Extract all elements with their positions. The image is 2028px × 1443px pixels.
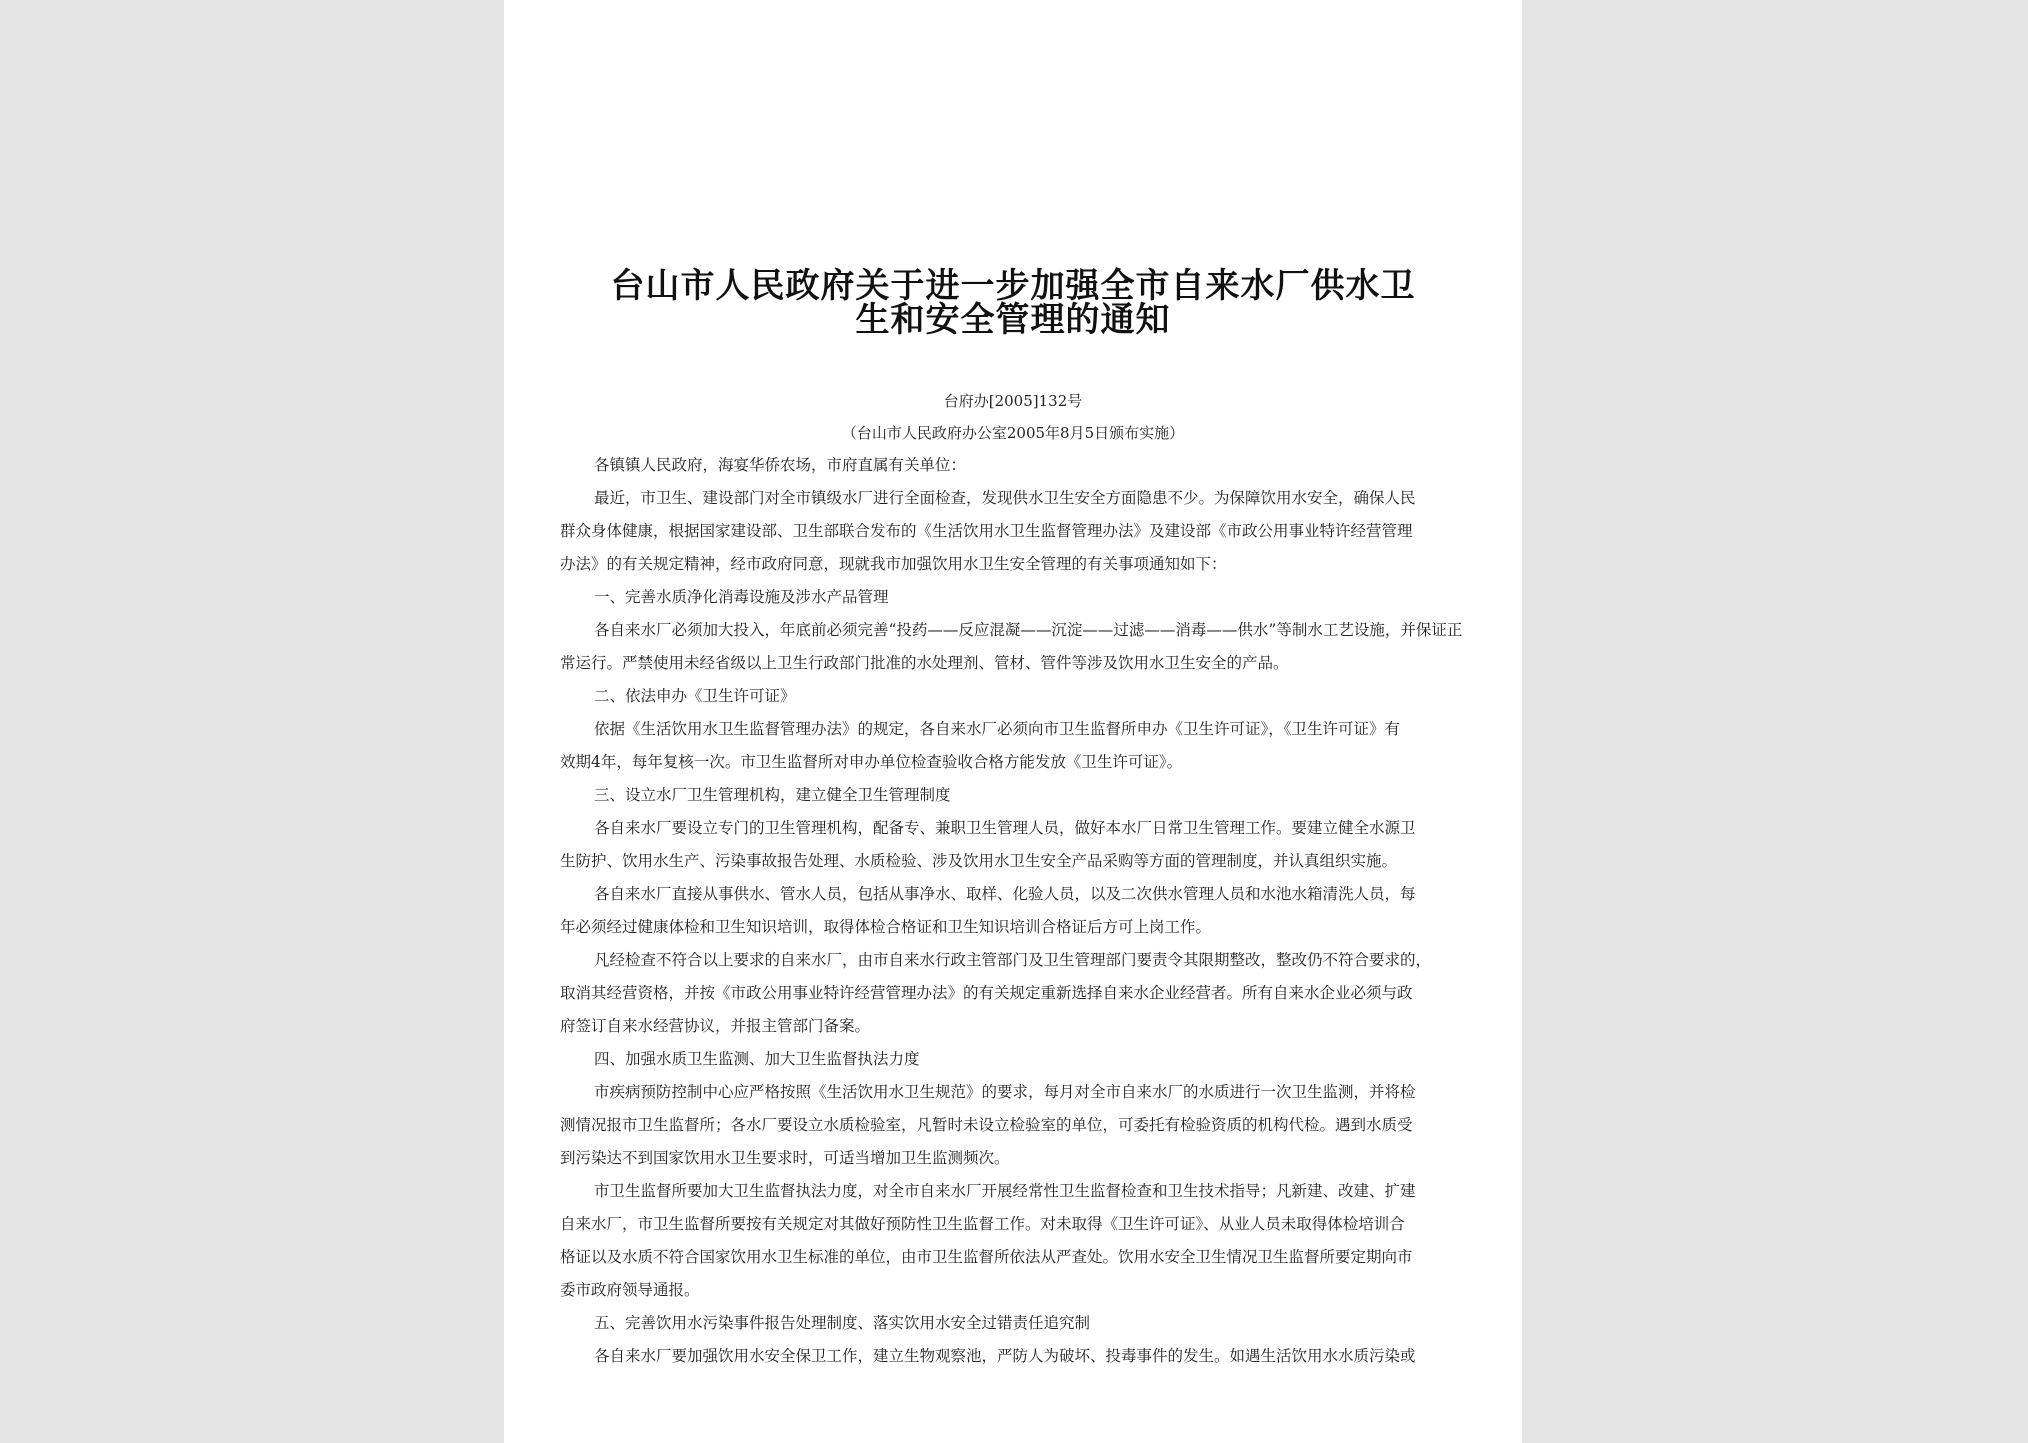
body-line: 办法》的有关规定精神，经市政府同意，现就我市加强饮用水卫生安全管理的有关事项通知如下： [560,555,1227,573]
body-line: 自来水厂，市卫生监督所要按有关规定对其做好预防性卫生监督工作。对未取得《卫生许可证》、从业人员未取得体检培训合 [560,1215,1405,1233]
body-line: 三、设立水厂卫生管理机构，建立健全卫生管理制度 [594,786,951,804]
body-line: 生防护、饮用水生产、污染事故报告处理、水质检验、涉及饮用水卫生安全产品采购等方面的管理制度，并认真组织实施。 [560,852,1398,870]
body-line: 格证以及水质不符合国家饮用水卫生标准的单位，由市卫生监督所依法从严查处。饮用水安全卫生情况卫生监督所要定期向市 [560,1248,1413,1266]
body-line: 府签订自来水经营协议，并报主管部门备案。 [560,1017,871,1035]
body-line: 各自来水厂要加强饮用水安全保卫工作，建立生物观察池，严防人为破坏、投毒事件的发生。如遇生活饮用水水质污染或 [594,1347,1416,1365]
document-page [504,0,1522,1443]
body-line: 五、完善饮用水污染事件报告处理制度、落实饮用水安全过错责任追究制 [594,1314,1091,1332]
body-line: 四、加强水质卫生监测、加大卫生监督执法力度 [594,1050,920,1068]
document-number: 台府办[2005]132号 [943,392,1083,410]
body-line: 二、依法申办《卫生许可证》 [594,687,796,705]
body-line: 一、完善水质净化消毒设施及涉水产品管理 [594,588,889,606]
body-line: 市疾病预防控制中心应严格按照《生活饮用水卫生规范》的要求，每月对全市自来水厂的水质进行一次卫生监测，并将检 [594,1083,1416,1101]
body-line: 效期4年，每年复核一次。市卫生监督所对申办单位检查验收合格方能发放《卫生许可证》。 [560,753,1183,771]
document-title-line-2: 生和安全管理的通知 [855,300,1171,340]
body-line: 最近，市卫生、建设部门对全市镇级水厂进行全面检查，发现供水卫生安全方面隐患不少。为保障饮用水安全，确保人民 [594,489,1416,507]
body-line: 群众身体健康，根据国家建设部、卫生部联合发布的《生活饮用水卫生监督管理办法》及建设部《市政公用事业特许经营管理 [560,522,1413,540]
body-line: 各自来水厂直接从事供水、管水人员，包括从事净水、取样、化验人员，以及二次供水管理人员和水池水箱清洗人员，每 [594,885,1416,903]
body-line: 到污染达不到国家饮用水卫生要求时，可适当增加卫生监测频次。 [560,1149,1010,1167]
body-line: 凡经检查不符合以上要求的自来水厂，由市自来水行政主管部门及卫生管理部门要责令其限期整改，整改仍不符合要求的， [594,951,1432,969]
body-line: 常运行。严禁使用未经省级以上卫生行政部门批准的水处理剂、管材、管件等涉及饮用水卫生安全的产品。 [560,654,1289,672]
body-line: 市卫生监督所要加大卫生监督执法力度，对全市自来水厂开展经常性卫生监督检查和卫生技术指导；凡新建、改建、扩建 [594,1182,1416,1200]
body-line: 各自来水厂要设立专门的卫生管理机构，配备专、兼职卫生管理人员，做好本水厂日常卫生管理工作。要建立健全水源卫 [594,819,1416,837]
body-line: 各镇镇人民政府，海宴华侨农场，市府直属有关单位： [594,456,967,474]
body-line: 年必须经过健康体检和卫生知识培训，取得体检合格证和卫生知识培训合格证后方可上岗工作。 [560,918,1212,936]
body-line: 取消其经营资格，并按《市政公用事业特许经营管理办法》的有关规定重新选择自来水企业经营者。所有自来水企业必须与政 [560,984,1413,1002]
document-title-line-1: 台山市人民政府关于进一步加强全市自来水厂供水卫 [610,266,1416,306]
body-line: 依据《生活饮用水卫生监督管理办法》的规定，各自来水厂必须向市卫生监督所申办《卫生许可证》，《卫生许可证》有 [594,720,1401,738]
body-line: 委市政府领导通报。 [560,1281,700,1299]
body-line: 各自来水厂必须加大投入，年底前必须完善“投药——反应混凝——沉淀——过滤——消毒——供水”等制水工艺设施，并保证正 [594,621,1463,639]
body-line: 测情况报市卫生监督所；各水厂要设立水质检验室，凡暂时未设立检验室的单位，可委托有检验资质的机构代检。遇到水质受 [560,1116,1413,1134]
issued-note: （台山市人民政府办公室2005年8月5日颁布实施） [841,424,1185,442]
